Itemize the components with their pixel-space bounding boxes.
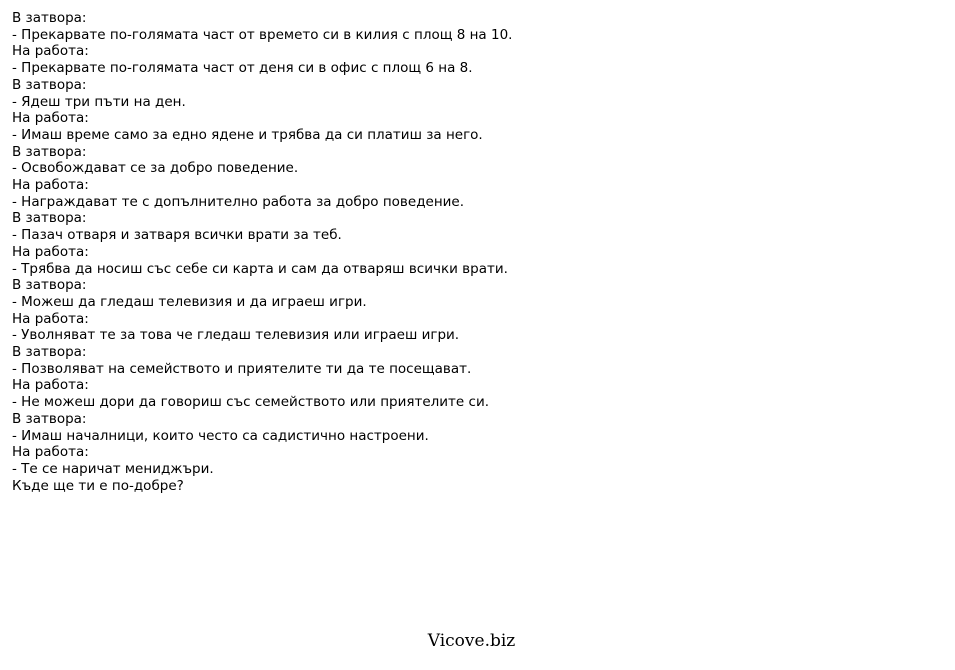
joke-line: На работа: [12, 310, 89, 327]
joke-line: - Имаш началници, които често са садистично настроени. [12, 427, 429, 444]
joke-line: В затвора: [12, 143, 87, 160]
joke-line: - Ядеш три пъти на ден. [12, 93, 186, 110]
joke-line: - Можеш да гледаш телевизия и да играеш игри. [12, 293, 367, 310]
joke-line: На работа: [12, 110, 89, 127]
joke-line: - Трябва да носиш със себе си карта и сам да отваряш всички врати. [12, 260, 508, 277]
joke-line: На работа: [12, 43, 89, 60]
joke-line: - Позволяват на семейството и приятелите ти да те посещават. [12, 360, 472, 377]
joke-line: На работа: [12, 243, 89, 260]
joke-line: В затвора: [12, 10, 87, 26]
joke-line: - Уволняват те за това че гледаш телевизия или играеш игри. [12, 327, 460, 344]
joke-line: На работа: [12, 444, 89, 461]
joke-line: В затвора: [12, 410, 87, 427]
joke-line: На работа: [12, 177, 89, 194]
joke-line: - Имаш време само за едно ядене и трябва да си платиш за него. [12, 126, 483, 143]
joke-line: - Награждават те с допълнително работа за добро поведение. [12, 193, 465, 210]
joke-line: - Прекарвате по-голямата част от деня си в офис с площ 6 на 8. [12, 60, 473, 77]
joke-text [12, 10, 942, 494]
joke-line: - Пазач отваря и затваря всички врати за теб. [12, 227, 342, 244]
joke-line: В затвора: [12, 210, 87, 227]
joke-line: В затвора: [12, 277, 87, 294]
joke-line: Къде ще ти е по-добре? [12, 477, 184, 494]
joke-line: - Прекарвате по-голямата част от времето си в килия с площ 8 на 10. [12, 26, 513, 43]
joke-line: На работа: [12, 377, 89, 394]
joke-line: В затвора: [12, 76, 87, 93]
joke-line: - Не можеш дори да говориш със семейството или приятелите си. [12, 394, 490, 411]
site-watermark: Vicove.biz [427, 631, 516, 651]
joke-line: - Освобождават се за добро поведение. [12, 160, 299, 177]
joke-line: - Те се наричат мениджъри. [12, 460, 214, 477]
joke-line: В затвора: [12, 344, 87, 361]
